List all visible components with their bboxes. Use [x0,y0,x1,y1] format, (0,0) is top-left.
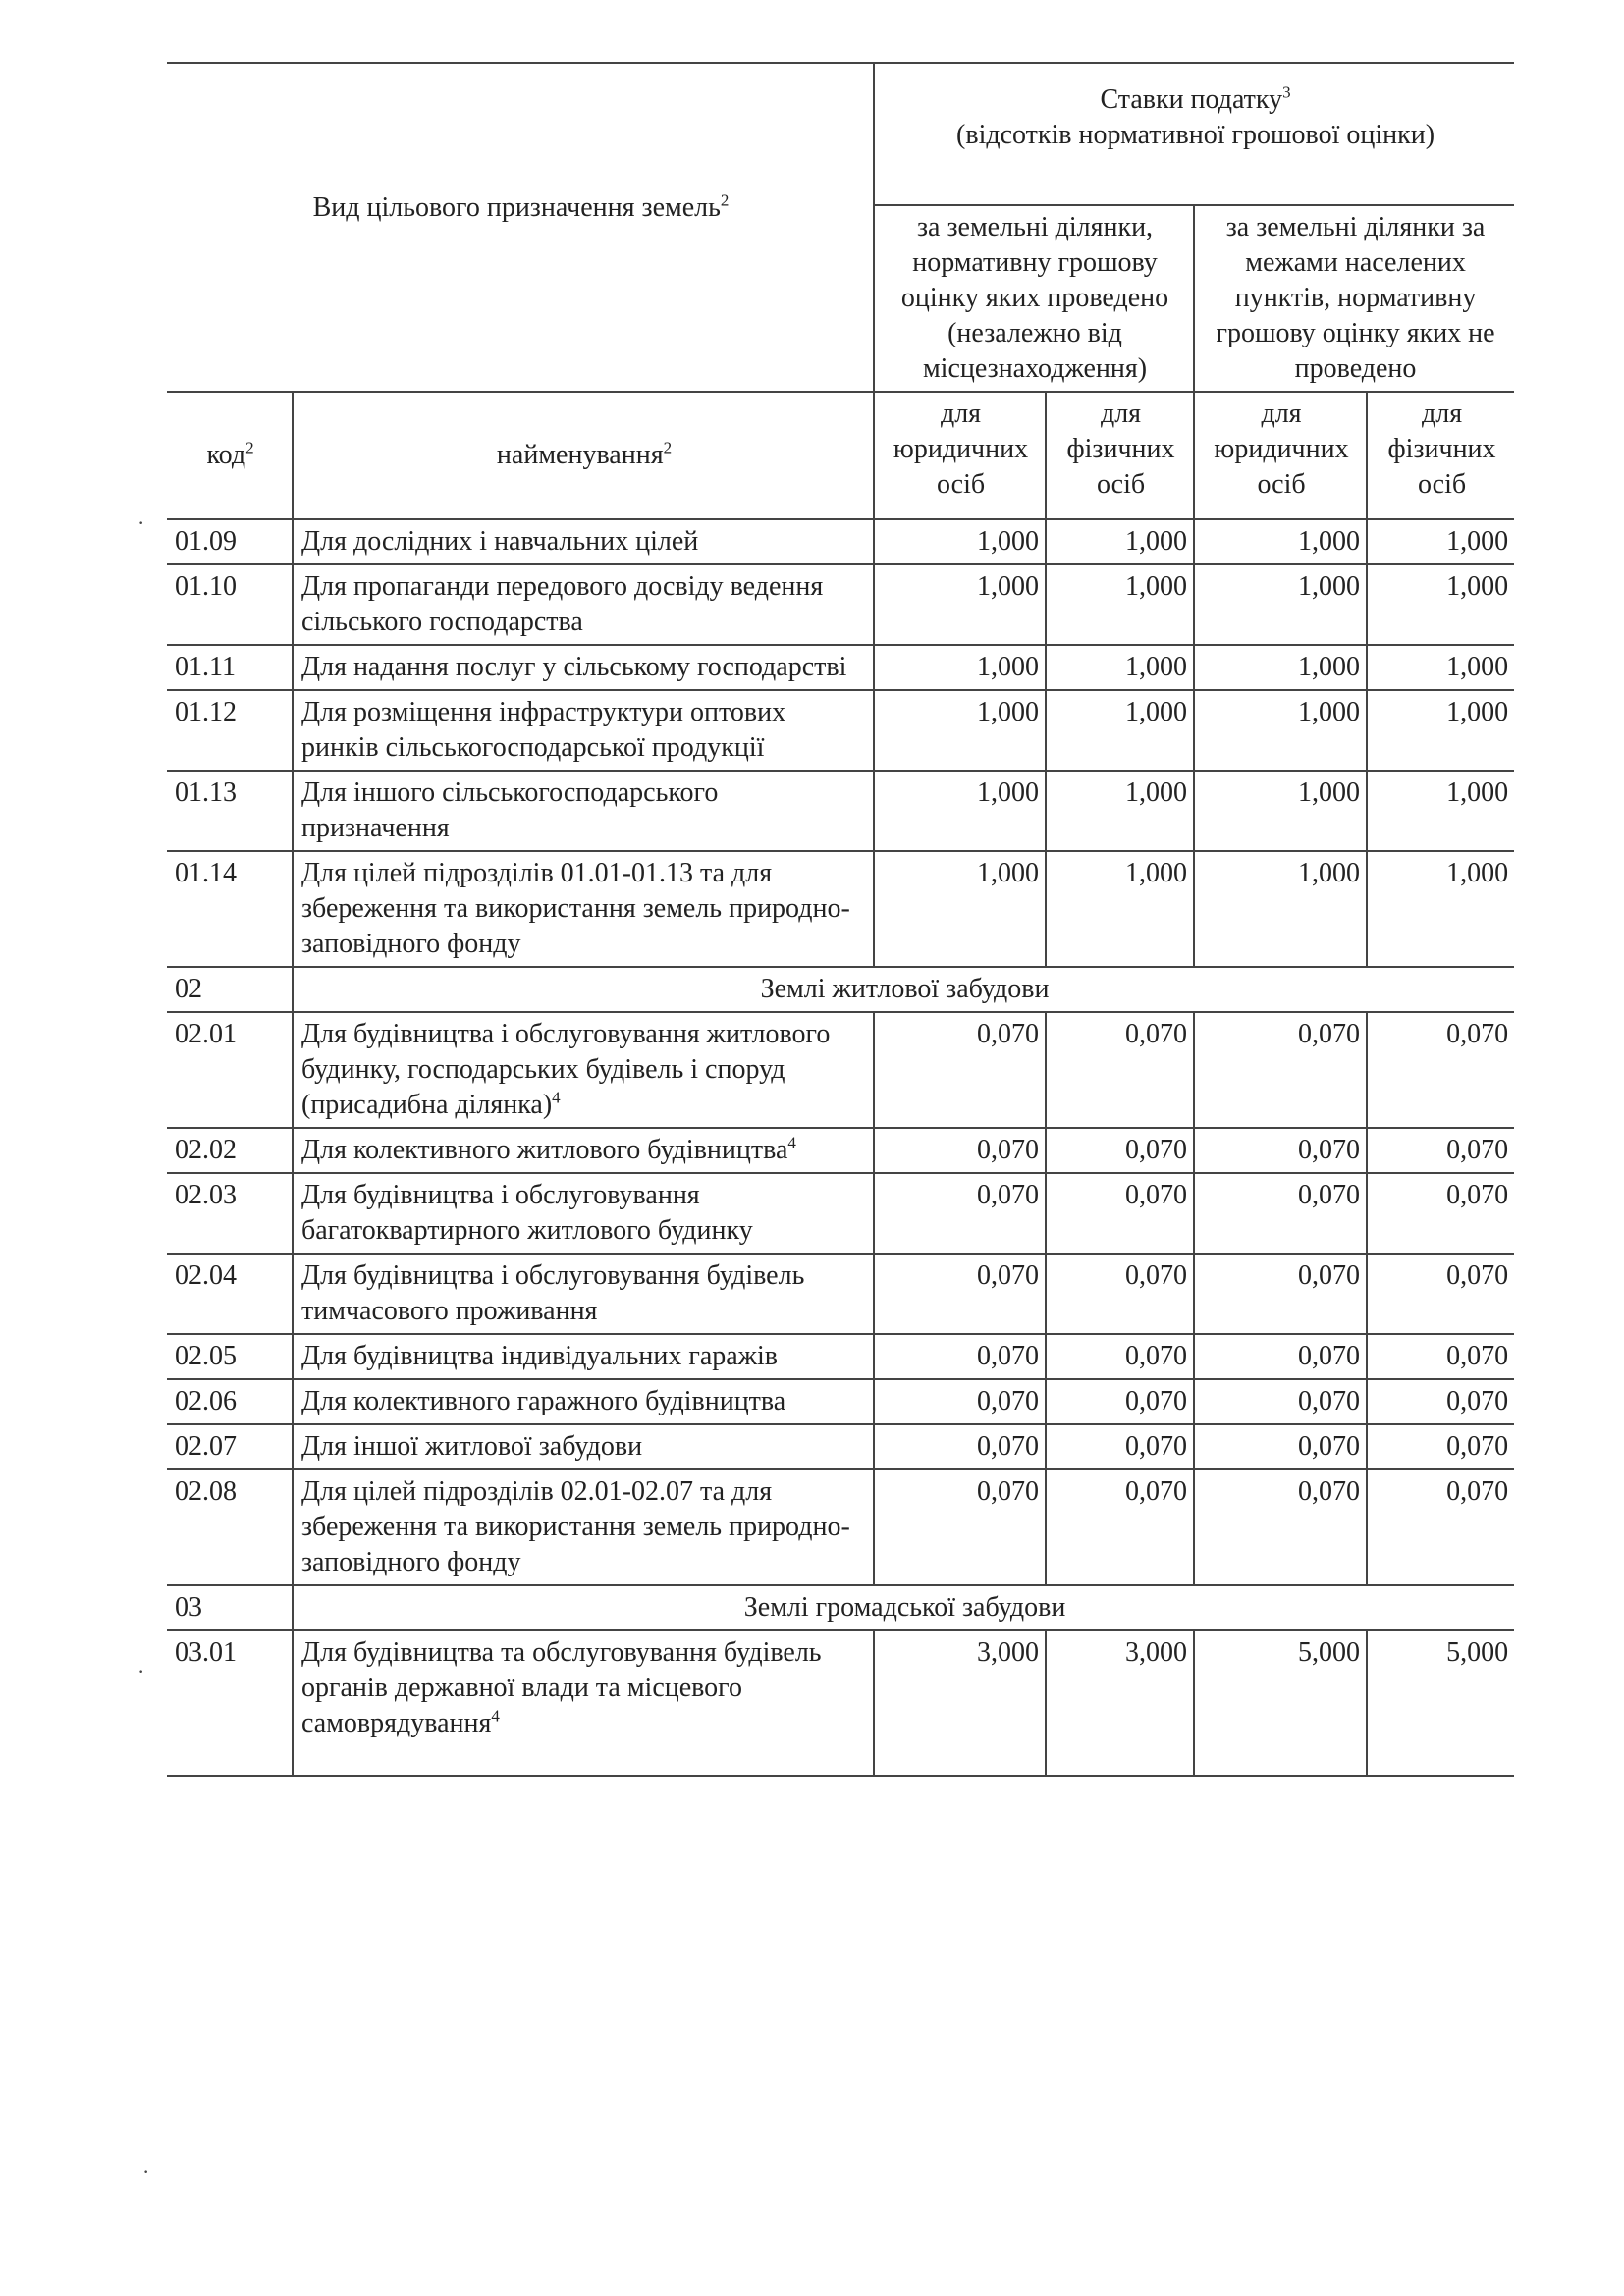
land-code-cell: 03.01 [167,1630,293,1776]
rate-individual-assessed-cell: 1,000 [1046,564,1194,645]
rate-legal-assessed-cell: 0,070 [874,1173,1046,1254]
table-row [167,771,1514,851]
rate-legal-unassessed-cell: 0,070 [1194,1334,1367,1379]
rate-individual-assessed-cell: 1,000 [1046,519,1194,564]
scan-mark: · [142,2160,150,2184]
table-row [167,1424,1514,1469]
rate-legal-unassessed-cell: 1,000 [1194,690,1367,771]
land-code-cell: 02.02 [167,1128,293,1173]
section-title-cell: Землі громадської забудови [293,1585,1514,1630]
land-name-cell: Для будівництва і обслуговування багатоквартирного житлового будинку [293,1173,874,1254]
rate-legal-assessed-cell: 0,070 [874,1128,1046,1173]
rate-individual-unassessed-cell: 1,000 [1367,564,1514,645]
scan-mark: · [137,510,145,535]
land-code-cell: 02.01 [167,1012,293,1128]
land-name-cell: Для іншої житлової забудови [293,1424,874,1469]
land-name-cell: Для цілей підрозділів 01.01-01.13 та для збереження та використання земель природно-заповідного фонду [293,851,874,967]
rate-individual-unassessed-cell: 0,070 [1367,1424,1514,1469]
rate-individual-assessed-cell: 0,070 [1046,1128,1194,1173]
rate-individual-unassessed-cell: 0,070 [1367,1128,1514,1173]
rate-individual-assessed-cell: 0,070 [1046,1173,1194,1254]
rate-individual-assessed-cell: 1,000 [1046,690,1194,771]
land-code-cell: 01.11 [167,645,293,690]
rate-individual-unassessed-cell: 1,000 [1367,645,1514,690]
rates-header: Ставки податку$^3$ (відсотків нормативної грошової оцінки) [874,63,1514,205]
rate-legal-unassessed-cell: 1,000 [1194,564,1367,645]
rate-legal-unassessed-cell: 1,000 [1194,645,1367,690]
land-name-cell: Для будівництва і обслуговування житлового будинку, господарських будівель і споруд (присадибна ділянка)$^4$ [293,1012,874,1128]
land-name-cell: Для будівництва і обслуговування будівель тимчасового проживання [293,1254,874,1334]
code-header: код$^2$ [167,392,293,519]
rate-individual-assessed-cell: 1,000 [1046,771,1194,851]
rate-legal-unassessed-cell: 0,070 [1194,1012,1367,1128]
section-row [167,1585,1514,1630]
rate-individual-assessed-cell: 0,070 [1046,1424,1194,1469]
rate-individual-unassessed-cell: 0,070 [1367,1469,1514,1585]
land-name-cell: Для цілей підрозділів 02.01-02.07 та для збереження та використання земель природно-заповідного фонду [293,1469,874,1585]
table-row [167,1379,1514,1424]
rate-individual-unassessed-cell: 1,000 [1367,519,1514,564]
land-code-cell: 02.07 [167,1424,293,1469]
land-code-cell: 02.08 [167,1469,293,1585]
rate-legal-unassessed-cell: 0,070 [1194,1424,1367,1469]
rate-individual-unassessed-cell: 0,070 [1367,1254,1514,1334]
table-row [167,1128,1514,1173]
section-row [167,967,1514,1012]
land-code-cell: 01.14 [167,851,293,967]
rate-individual-assessed-cell: 0,070 [1046,1012,1194,1128]
rate-legal-unassessed-cell: 1,000 [1194,519,1367,564]
rate-legal-unassessed-cell: 1,000 [1194,851,1367,967]
land-name-cell: Для будівництва індивідуальних гаражів [293,1334,874,1379]
land-code-cell: 01.10 [167,564,293,645]
land-name-cell: Для колективного гаражного будівництва [293,1379,874,1424]
individual-header-2: для фізичних осіб [1367,392,1514,519]
table-row [167,851,1514,967]
legal-entity-header-2: для юридичних осіб [1194,392,1367,519]
rate-legal-unassessed-cell: 1,000 [1194,771,1367,851]
land-code-cell: 02.04 [167,1254,293,1334]
legal-entity-header-1: для юридичних осіб [874,392,1046,519]
land-code-cell: 01.12 [167,690,293,771]
section-code-cell: 03 [167,1585,293,1630]
table-row [167,645,1514,690]
rate-legal-unassessed-cell: 0,070 [1194,1254,1367,1334]
land-name-cell: Для іншого сільськогосподарського призначення [293,771,874,851]
land-type-header: Вид цільового призначення земель$^2$ [167,63,874,392]
rate-legal-assessed-cell: 0,070 [874,1424,1046,1469]
scan-mark: · [137,1659,145,1683]
header-row-3 [167,392,1514,519]
rate-legal-assessed-cell: 1,000 [874,771,1046,851]
rate-individual-assessed-cell: 1,000 [1046,645,1194,690]
table-row [167,690,1514,771]
rate-individual-unassessed-cell: 0,070 [1367,1173,1514,1254]
group-unassessed-header: за земельні ділянки за межами населених пунктів, нормативну грошову оцінку яких не проведено [1194,205,1514,392]
rate-legal-assessed-cell: 0,070 [874,1254,1046,1334]
rate-legal-unassessed-cell: 5,000 [1194,1630,1367,1776]
table-row [167,1469,1514,1585]
section-title-cell: Землі житлової забудови [293,967,1514,1012]
rate-legal-assessed-cell: 1,000 [874,564,1046,645]
table-row [167,1173,1514,1254]
land-code-cell: 01.13 [167,771,293,851]
rate-individual-unassessed-cell: 1,000 [1367,851,1514,967]
land-name-cell: Для розміщення інфраструктури оптових ринків сільськогосподарської продукції [293,690,874,771]
land-name-cell: Для колективного житлового будівництва$^4$ [293,1128,874,1173]
rate-legal-assessed-cell: 1,000 [874,645,1046,690]
table-row [167,1630,1514,1776]
rate-individual-assessed-cell: 0,070 [1046,1469,1194,1585]
rate-individual-unassessed-cell: 0,070 [1367,1379,1514,1424]
rate-individual-assessed-cell: 0,070 [1046,1379,1194,1424]
table-row [167,564,1514,645]
land-name-cell: Для дослідних і навчальних цілей [293,519,874,564]
rate-legal-assessed-cell: 3,000 [874,1630,1046,1776]
land-name-cell: Для будівництва та обслуговування будівель органів державної влади та місцевого самоврядування$^4$ [293,1630,874,1776]
land-name-cell: Для пропаганди передового досвіду ведення сільського господарства [293,564,874,645]
rate-legal-assessed-cell: 1,000 [874,690,1046,771]
rate-individual-unassessed-cell: 1,000 [1367,771,1514,851]
table-row [167,1254,1514,1334]
individual-header-1: для фізичних осіб [1046,392,1194,519]
rate-legal-assessed-cell: 1,000 [874,519,1046,564]
rate-legal-unassessed-cell: 0,070 [1194,1128,1367,1173]
rate-legal-assessed-cell: 0,070 [874,1469,1046,1585]
land-code-cell: 02.05 [167,1334,293,1379]
name-header: найменування$^2$ [293,392,874,519]
land-code-cell: 02.06 [167,1379,293,1424]
rate-individual-unassessed-cell: 0,070 [1367,1012,1514,1128]
rate-legal-unassessed-cell: 0,070 [1194,1469,1367,1585]
rate-legal-unassessed-cell: 0,070 [1194,1379,1367,1424]
rate-legal-unassessed-cell: 0,070 [1194,1173,1367,1254]
table-row [167,1012,1514,1128]
rate-legal-assessed-cell: 0,070 [874,1334,1046,1379]
rate-individual-assessed-cell: 3,000 [1046,1630,1194,1776]
section-code-cell: 02 [167,967,293,1012]
rate-individual-assessed-cell: 0,070 [1046,1254,1194,1334]
rate-individual-unassessed-cell: 5,000 [1367,1630,1514,1776]
land-code-cell: 02.03 [167,1173,293,1254]
table-row [167,1334,1514,1379]
land-name-cell: Для надання послуг у сільському господарстві [293,645,874,690]
group-assessed-header: за земельні ділянки, нормативну грошову оцінку яких проведено (незалежно від місцезнаходження) [874,205,1194,392]
tax-rates-table [167,63,1514,1777]
rate-legal-assessed-cell: 0,070 [874,1379,1046,1424]
rate-legal-assessed-cell: 1,000 [874,851,1046,967]
table-row [167,519,1514,564]
rate-legal-assessed-cell: 0,070 [874,1012,1046,1128]
header-row-1 [167,63,1514,205]
rate-individual-unassessed-cell: 1,000 [1367,690,1514,771]
rate-individual-assessed-cell: 1,000 [1046,851,1194,967]
rate-individual-assessed-cell: 0,070 [1046,1334,1194,1379]
land-code-cell: 01.09 [167,519,293,564]
rate-individual-unassessed-cell: 0,070 [1367,1334,1514,1379]
